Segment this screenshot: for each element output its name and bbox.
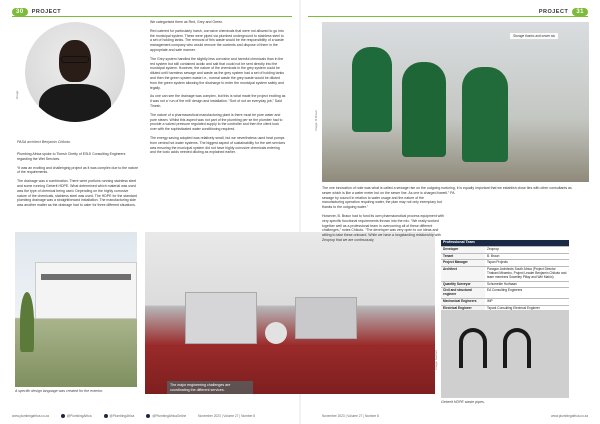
col2-para-6: The energy saving adopted was relatively small, but we nevertheless used heat pumps from central hot water systems. The biggest aspect of sustainability for the wet services was ensuring the municipal system did not have highly corrosive chemicals entering and the toxic acids needed diluting as explained earlier.	[150, 135, 286, 155]
table-row	[441, 298, 569, 305]
footer-twitter[interactable]	[61, 414, 92, 418]
header-rule-left	[12, 16, 292, 17]
col1-para-1: Plumbing Africa spoke to Tinesh Chetty of ESIJI Consulting Engineers regarding the Wet Services.	[17, 152, 126, 161]
table-value: Zeoprop	[485, 246, 569, 253]
portrait-shirt	[39, 84, 111, 122]
building-exterior-photo	[15, 232, 137, 387]
twitter-icon	[61, 414, 65, 418]
process-vessel	[265, 322, 287, 344]
text-column-4	[441, 186, 573, 200]
tree	[20, 292, 34, 352]
table-value: Schumeide Hurfaaan	[485, 281, 569, 288]
table-key: Architect	[441, 267, 485, 281]
col3-para-2: However, B. Braun had to fund its own pharmaceutical process equipment with very specific functional requirements thrown into the mix. “We really worked together well as a professional team in overcoming all of these different challenges,” notes Chikoto. “The developer was very open to our ideas and willing to take these onboard. While we have a longstanding relationship with Zeoprop that we are continuously	[322, 213, 444, 242]
tanks-credit: Image: B.Braun	[314, 110, 318, 131]
table-row	[441, 246, 569, 253]
footer-right-url-wrap	[551, 414, 588, 418]
pipe-bend-1	[459, 328, 487, 368]
footer-facebook[interactable]	[104, 414, 135, 418]
table-key: Quantity Surveyor	[441, 281, 485, 288]
pipes-credit: Image: Geberit	[434, 350, 438, 370]
table-value: B. Braun	[485, 253, 569, 260]
table-key: Civil and structural engineer	[441, 288, 485, 299]
green-tank-3	[462, 67, 508, 162]
twitter-handle: @PlumbingAfrica	[66, 413, 92, 418]
portrait-caption: PASA architect Benjamin Chikoto.	[17, 140, 71, 144]
plant-door	[295, 297, 357, 339]
tanks-caption: Storage thanks and sewer stu	[510, 33, 558, 39]
facebook-icon	[104, 414, 108, 418]
portrait-photo	[25, 22, 125, 122]
plant-interior-photo	[145, 232, 435, 394]
hdpe-pipes-photo	[441, 310, 569, 398]
table-title: Professional Team	[441, 240, 569, 246]
footer-left	[12, 414, 255, 418]
table-key: Tenant	[441, 253, 485, 260]
plant-caption-box: The major engineering challenges are coordinating the different services.	[167, 381, 253, 394]
footer-linkedin[interactable]	[146, 414, 186, 418]
table-key: Electrical Engineer	[441, 305, 485, 312]
building-window-band	[41, 274, 131, 280]
col2-para-3: The Grey system handled the slightly less corrosive and harmful chemicals than in the red system but still contained acidic and salt that could not be sent directly into the municipal system. However, the nature of the chemicals in the grey system could be diluted until harmless sewage and waste as the grey system had a set of holding tanks and then the green system waste i.e., normal waste the grey waste would be diluted from the green system allowing the discharge to enter the municipal system safely and legally.	[150, 56, 285, 90]
linkedin-icon	[146, 414, 150, 418]
text-column-2	[150, 20, 286, 159]
table-key: Developer	[441, 246, 485, 253]
table-value: EA Consulting Engineers	[485, 288, 569, 299]
linkedin-handle: @PlumbingAfricaOnline	[152, 413, 187, 418]
table-row	[441, 281, 569, 288]
table-key: Project Manager	[441, 260, 485, 267]
header-rule-right	[308, 16, 588, 17]
portrait-credit: Image:	[15, 90, 19, 100]
facebook-handle: @PlumbingAfrica	[109, 413, 135, 418]
text-column-1	[17, 152, 139, 212]
col2-para-4: As one can see the drainage was complex, but this is what made the project exciting as it was not a ‘run of the mill’ design and installation. “Sort of out an everyday job,” Said Tinesh.	[150, 94, 286, 108]
table-value: Paragon Architects South Africa (Project Director Thabani Mbambo, Project Leader Benjamin Chikoto and team members Sowelley Pillay and Wiri Mahlo)	[485, 267, 569, 281]
section-label-right: PROJECT	[538, 9, 569, 15]
section-label-left: PROJECT	[31, 9, 62, 15]
col1-para-3: The drainage was a combination. There were portions running stainless steel and some running Geberit HDPE. What determined which material was used was the type of chemical being used. Depending on the highly corrosive nature of the chemicals, stainless steel was used. The HDPE for the standard plumbing drainage was a straightforward installation. The manufacturing side was another matter as the drainage had to cater for three different situations.	[17, 179, 137, 208]
building-facade	[35, 262, 137, 319]
page-number-left: 30	[12, 8, 28, 16]
table-row	[441, 260, 569, 267]
table-key: Mechanical Engineers	[441, 298, 485, 305]
col2-para-5: The nature of a pharmaceutical manufacturing plant is there must be pure water and pure steam. Whilst this aspect was not part of the plumbing per se the plumber had to provide a valved pressure regulated supply to the controller and then the client took over with the sophisticated water conditioning required.	[150, 112, 283, 132]
portrait-glasses	[61, 56, 89, 63]
footer-issue-left: November 2023 | Volume 27 | Number 8	[198, 413, 256, 418]
storage-tanks-photo	[322, 22, 589, 182]
col1-para-2: “It was an exciting and challenging project as it was complex due to the nature of the requirements.	[17, 165, 139, 175]
green-tank-1	[352, 47, 392, 132]
footer-right	[322, 414, 379, 418]
col2-para-1: We categorised them as Red, Grey and Green.	[150, 20, 224, 24]
footer-url-right[interactable]: www.plumbingafrica.co.za	[551, 414, 588, 418]
footer-url-left[interactable]: www.plumbingafrica.co.za	[12, 413, 49, 418]
building-caption: A specific design language was created for the exterior.	[15, 389, 104, 393]
table-row	[441, 253, 569, 260]
table-value: Tspark Consulting Electrical Engineer	[485, 305, 569, 312]
footer-issue-right: November 2023 | Volume 27 | Number 8	[322, 414, 379, 418]
table-value: IMP	[485, 298, 569, 305]
table-value: Tspan Projects	[485, 260, 569, 267]
col4-para-1: nurturing, it is equally important that we establish close ties with other consultants as well.” PA	[441, 186, 572, 195]
table-row	[441, 267, 569, 281]
pipe-bend-2	[503, 328, 531, 368]
green-tank-2	[402, 62, 446, 157]
text-column-3	[322, 186, 447, 247]
col2-para-2: Red catered for particularly harsh, corrosive chemicals that were not allowed to go into the municipal system. These were piped via plumbed underground to stainless steel to a set of holding tanks. The removal of this waste would be the responsibility of a waste management company who would remove the contents and dispose of them in the appropriate and safe manner.	[150, 28, 284, 52]
plant-wall-panel	[185, 292, 257, 344]
table-row	[441, 288, 569, 299]
pipes-caption: Geberit HDPE waste pipes.	[441, 400, 485, 404]
page-number-right: 31	[572, 8, 588, 16]
col3-para-1: The one innovation of note was what is called a sewage rise on the outgoing sewer which is like a water meter but on the sewer line. As one is charged for sewage by council in relation to water usage and the nature of the manufacturing operation requiring water, the plan may not only exemplary but thanks to the outgoing water.”	[322, 186, 442, 210]
